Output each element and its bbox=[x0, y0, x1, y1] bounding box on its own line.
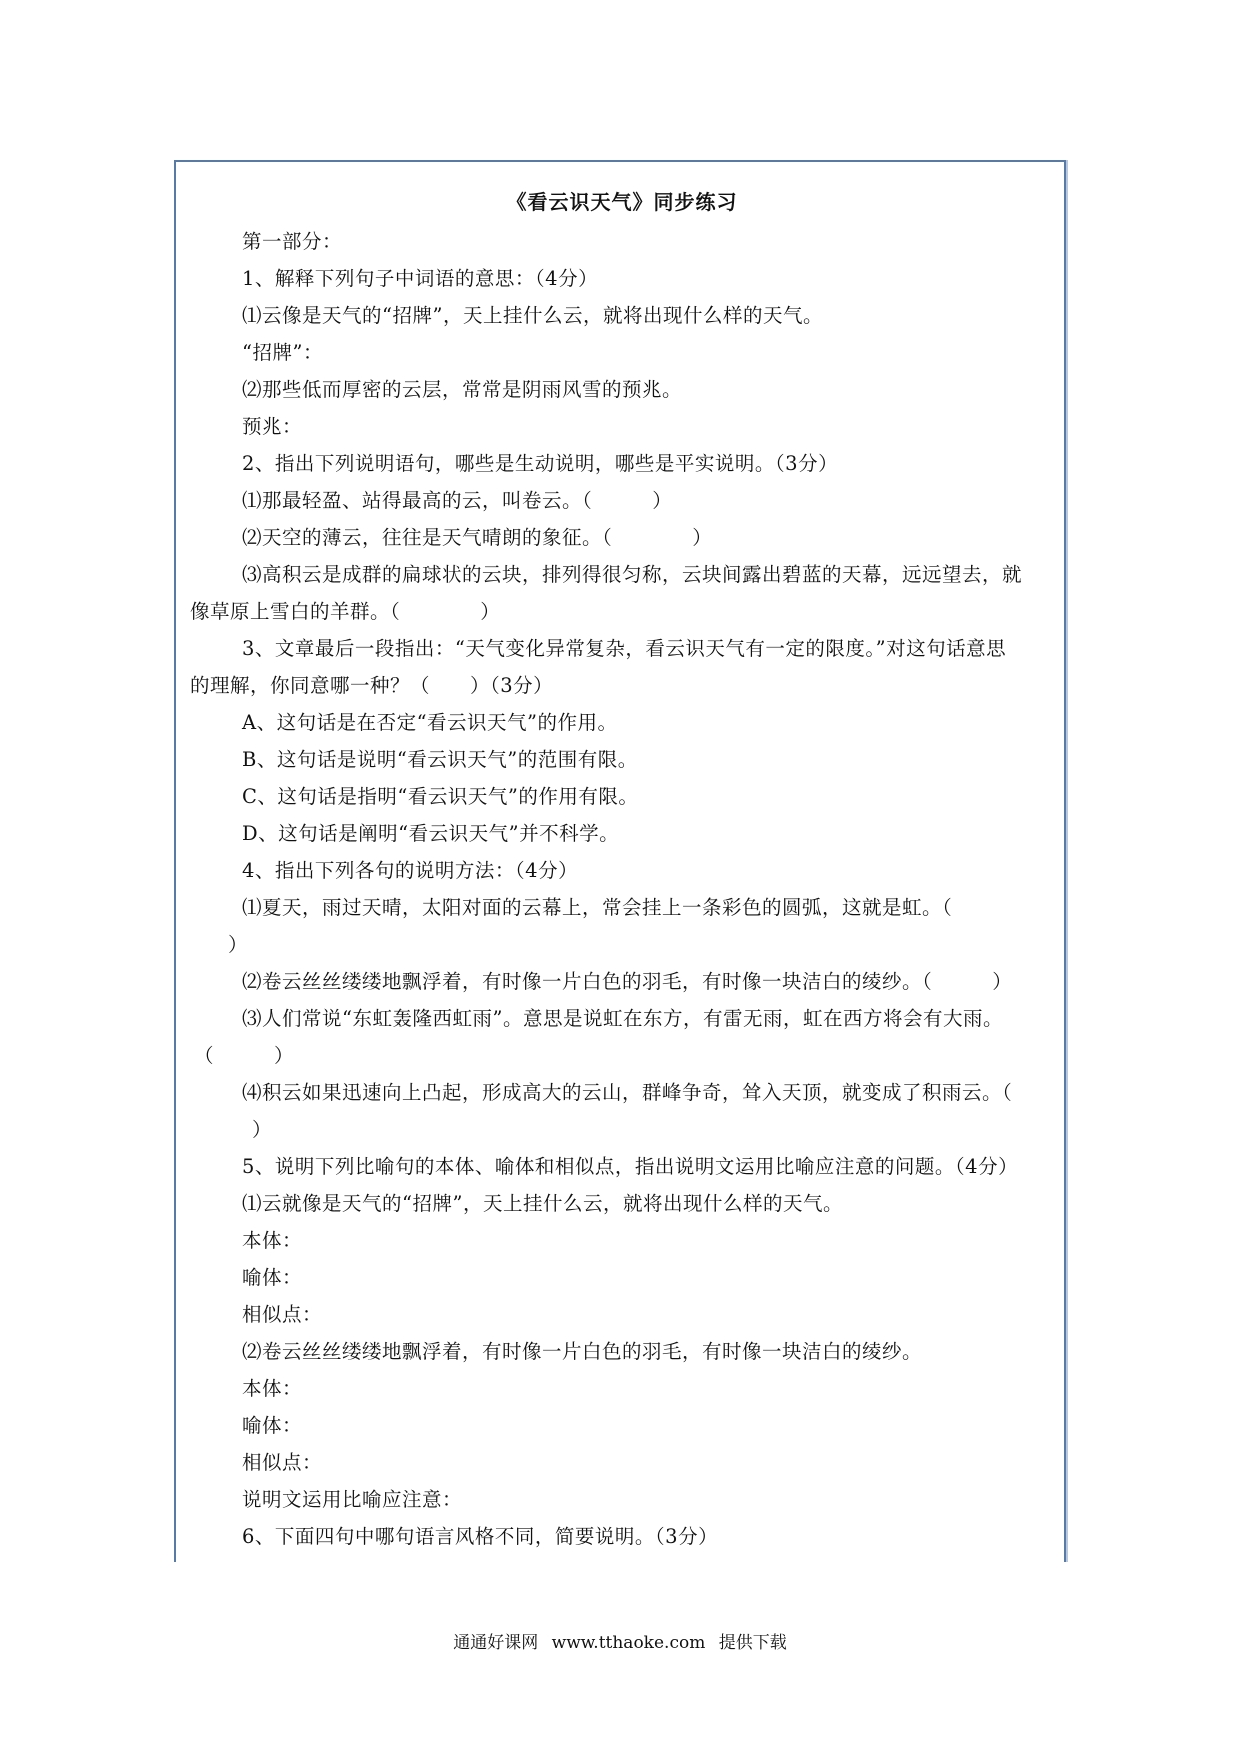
footer-site-name: 通通好课网 bbox=[453, 1633, 539, 1653]
text-line: 5、说明下列比喻句的本体、喻体和相似点，指出说明文运用比喻应注意的问题。（4分） bbox=[242, 1155, 1019, 1178]
footer-suffix: 提供下载 bbox=[718, 1633, 787, 1653]
text-line: ⑴那最轻盈、站得最高的云，叫卷云。（ ） bbox=[242, 489, 673, 512]
text-line: ⑶高积云是成群的扁球状的云块，排列得很匀称，云块间露出碧蓝的天幕，远远望去，就 bbox=[242, 563, 1023, 586]
text-line: ⑵卷云丝丝缕缕地飘浮着，有时像一片白色的羽毛，有时像一块洁白的绫纱。（ ） bbox=[242, 970, 1013, 993]
text-line: ⑷积云如果迅速向上凸起，形成高大的云山，群峰争奇，耸入天顶，就变成了积雨云。（ bbox=[242, 1081, 1013, 1104]
text-line: 相似点： bbox=[242, 1303, 323, 1326]
text-line: ） bbox=[252, 1118, 273, 1141]
text-line: 4、指出下列各句的说明方法：（4分） bbox=[242, 859, 579, 882]
text-line: 1、解释下列句子中词语的意思：（4分） bbox=[242, 267, 599, 290]
text-line: （ ） bbox=[194, 1044, 295, 1067]
text-line: A、这句话是在否定“看云识天气”的作用。 bbox=[242, 711, 618, 734]
page-footer bbox=[0, 1628, 1240, 1653]
text-line: 喻体： bbox=[242, 1414, 303, 1437]
text-line: 6、下面四句中哪句语言风格不同，简要说明。（3分） bbox=[242, 1525, 719, 1548]
text-line: D、这句话是阐明“看云识天气”并不科学。 bbox=[242, 822, 620, 845]
text-line: ⑵卷云丝丝缕缕地飘浮着，有时像一片白色的羽毛，有时像一块洁白的绫纱。 bbox=[242, 1340, 923, 1363]
text-line: ⑴夏天，雨过天晴，太阳对面的云幕上，常会挂上一条彩色的圆弧，这就是虹。（ bbox=[242, 896, 953, 919]
text-line: 本体： bbox=[242, 1377, 303, 1400]
text-line: “招牌”： bbox=[242, 341, 323, 364]
text-line: C、这句话是指明“看云识天气”的作用有限。 bbox=[242, 785, 639, 808]
text-line: 2、指出下列说明语句，哪些是生动说明，哪些是平实说明。（3分） bbox=[242, 452, 839, 475]
text-line: 说明文运用比喻应注意： bbox=[242, 1488, 463, 1511]
text-line: ⑴云就像是天气的“招牌”，天上挂什么云，就将出现什么样的天气。 bbox=[242, 1192, 843, 1215]
page-title: 《看云识天气》同步练习 bbox=[506, 190, 738, 214]
text-line: 像草原上雪白的羊群。（ ） bbox=[190, 600, 501, 623]
text-line: ⑵天空的薄云，往往是天气晴朗的象征。（ ） bbox=[242, 526, 713, 549]
text-line: B、这句话是说明“看云识天气”的范围有限。 bbox=[242, 748, 638, 771]
text-line: 3、文章最后一段指出：“天气变化异常复杂，看云识天气有一定的限度。”对这句话意思 bbox=[242, 637, 1007, 660]
text-line: 第一部分： bbox=[242, 230, 343, 253]
page-frame bbox=[174, 160, 1066, 1562]
text-line: ⑶人们常说“东虹轰隆西虹雨”。意思是说虹在东方，有雷无雨，虹在西方将会有大雨。 bbox=[242, 1007, 1003, 1030]
footer-url[interactable]: www.tthaoke.com bbox=[551, 1633, 706, 1653]
text-line: ⑴云像是天气的“招牌”，天上挂什么云，就将出现什么样的天气。 bbox=[242, 304, 823, 327]
text-line: 预兆： bbox=[242, 415, 303, 438]
text-line: 本体： bbox=[242, 1229, 303, 1252]
text-line: 的理解，你同意哪一种？（ ）（3分） bbox=[190, 674, 554, 697]
text-line: ） bbox=[228, 933, 249, 956]
text-line: 喻体： bbox=[242, 1266, 303, 1289]
text-line: 相似点： bbox=[242, 1451, 323, 1474]
text-line: ⑵那些低而厚密的云层，常常是阴雨风雪的预兆。 bbox=[242, 378, 683, 401]
